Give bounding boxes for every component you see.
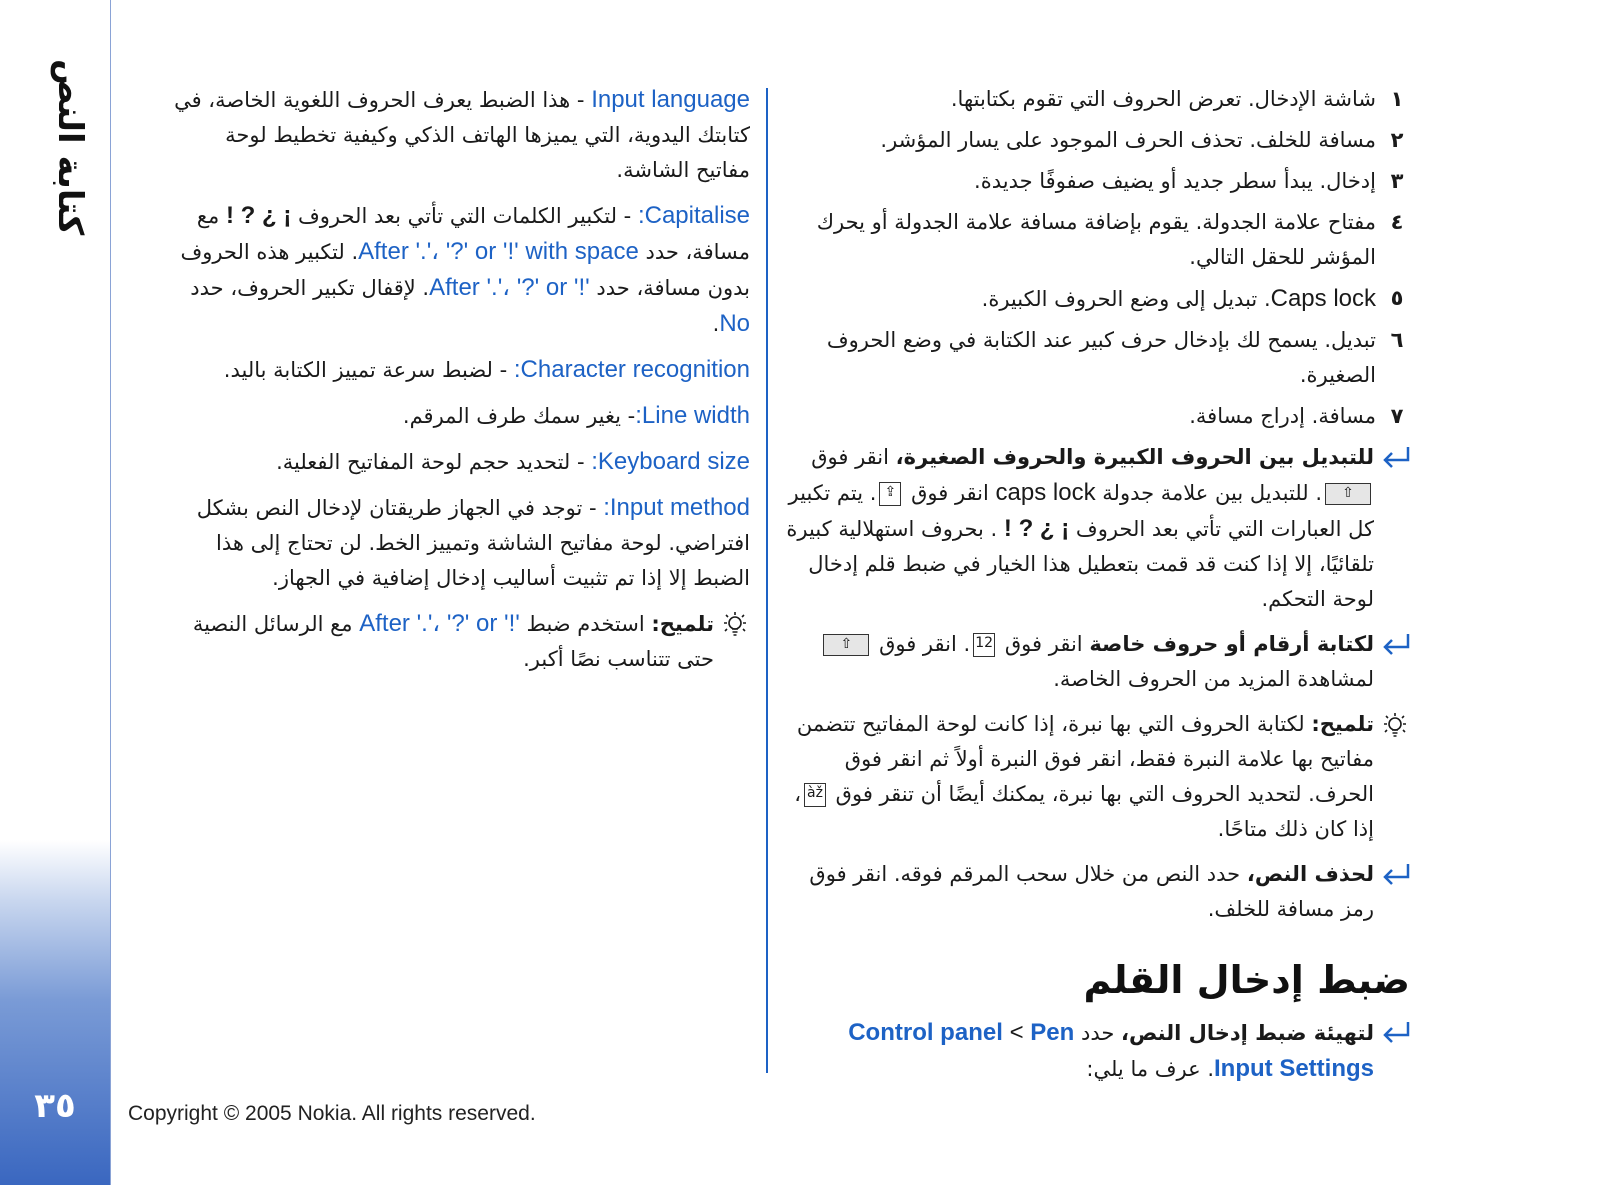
- list-item: ٥ Caps lock. تبديل إلى وضع الحروف الكبيرة.: [981, 285, 1404, 312]
- tip-after-option: تلميح: استخدم ضبط After '.'، '?' or '!' مع الرسائل النصية حتى تتناسب نصًا أكبر.: [165, 606, 750, 677]
- note-special-chars: لكتابة أرقام أو حروف خاصة انقر فوق 12. انقر فوق ⇧ لمشاهدة المزيد من الحروف الخاصة.: [785, 627, 1410, 697]
- setting-capitalise: Capitalise: - لتكبير الكلمات التي تأتي بعد الحروف ! ? ¿ ¡ مع مسافة، حدد After '.'، '?' or '!' with space. لتكبير هذه الحروف بدون مسافة، حدد After '.'، '?' or '!'. لإقفال تكبير الحروف، حدد No.: [180, 202, 750, 337]
- list-item: ٣ إدخال. يبدأ سطر جديد أو يضيف صفوفًا جديدة.: [974, 169, 1404, 193]
- menu-path-pen: Pen: [1030, 1019, 1075, 1046]
- setting-keyboard-size: Keyboard size: - لتحديد حجم لوحة المفاتيح الفعلية.: [276, 448, 750, 475]
- note-arrow-icon: [1378, 861, 1410, 887]
- note-arrow-icon: [1378, 444, 1410, 470]
- sidebar-band: [0, 0, 111, 1185]
- menu-path-input-settings: Input Settings: [1214, 1055, 1374, 1082]
- menu-path-control-panel: Control panel: [848, 1019, 1003, 1046]
- shift-key-icon: ⇧: [823, 634, 869, 656]
- accent-key-icon: àž: [804, 783, 826, 807]
- tip-bulb-icon: [720, 610, 750, 640]
- list-item: ٦ تبديل. يسمح لك بإدخال حرف كبير عند الكتابة في وضع الحروف الصغيرة.: [826, 328, 1404, 387]
- section-heading: ضبط إدخال القلم: [1083, 958, 1410, 1002]
- setting-line-width: Line width:- يغير سمك طرف المرقم.: [402, 402, 750, 429]
- list-item: ٧ مسافة. إدراج مسافة.: [1189, 404, 1404, 428]
- tip-accents: تلميح: لكتابة الحروف التي بها نبرة، إذا كانت لوحة المفاتيح تتضمن مفاتيح بها علامة النبرة فقط، انقر فوق النبرة أولاً ثم انقر فوق الحرف. لتحديد الحروف التي بها نبرة، يمكنك أيضًا أن تنقر فوق àž، إذا كان ذلك متاحًا.: [785, 707, 1410, 847]
- shift-key-icon: ⇧: [1325, 483, 1371, 505]
- right-column: [785, 82, 1410, 1097]
- column-divider: [766, 88, 768, 1073]
- section-title: كتابة النص: [50, 58, 90, 235]
- numeric-key-icon: 12: [973, 633, 995, 657]
- left-column: [165, 82, 750, 687]
- note-arrow-icon: [1378, 631, 1410, 657]
- note-case-switch: للتبديل بين الحروف الكبيرة والحروف الصغيرة، انقر فوق ⇧. للتبديل بين علامة جدولة caps lock انقر فوق ⇪. يتم تكبير كل العبارات التي تأتي بعد الحروف ! ? ¿ ¡ . بحروف استهلالية كبيرة تلقائيًا، إلا إذا كنت قد قمت بتعطيل هذا الخيار في ضبط قلم إدخال لوحة التحكم.: [785, 440, 1410, 617]
- page-number: ٣٥: [34, 1086, 76, 1126]
- note-config: لتهيئة ضبط إدخال النص، حدد Control panel < Pen Input Settings. عرف ما يلي:: [785, 1015, 1410, 1087]
- copyright: Copyright © 2005 Nokia. All rights reserved.: [128, 1102, 536, 1125]
- tip-bulb-icon: [1380, 711, 1410, 741]
- list-item: ١ شاشة الإدخال. تعرض الحروف التي تقوم بكتابتها.: [950, 87, 1404, 111]
- numbered-list: [785, 82, 1410, 434]
- setting-input-language: Input language - هذا الضبط يعرف الحروف اللغوية الخاصة، في كتابتك اليدوية، التي يميزها الهاتف الذكي وكيفية تخطيط لوحة مفاتيح الشاشة.: [174, 86, 750, 182]
- setting-character-recognition: Character recognition: - لضبط سرعة تمييز الكتابة باليد.: [223, 356, 750, 383]
- note-delete-text: لحذف النص، حدد النص من خلال سحب المرقم فوقه. انقر فوق رمز مسافة للخلف.: [785, 857, 1410, 927]
- list-item: ٤ مفتاح علامة الجدولة. يقوم بإضافة مسافة علامة الجدولة أو يحرك المؤشر للحقل التالي.: [816, 210, 1404, 269]
- note-arrow-icon: [1378, 1019, 1410, 1045]
- caps-lock-key-icon: ⇪: [879, 482, 901, 506]
- setting-input-method: Input method: - توجد في الجهاز طريقتان لإدخال النص بشكل افتراضي. لوحة مفاتيح الشاشة وتمييز الخط. لن تحتاج إلى هذا الضبط إلا إذا تم تثبيت أساليب إدخال إضافية في الجهاز.: [196, 494, 750, 590]
- list-item: ٢ مسافة للخلف. تحذف الحرف الموجود على يسار المؤشر.: [880, 128, 1404, 152]
